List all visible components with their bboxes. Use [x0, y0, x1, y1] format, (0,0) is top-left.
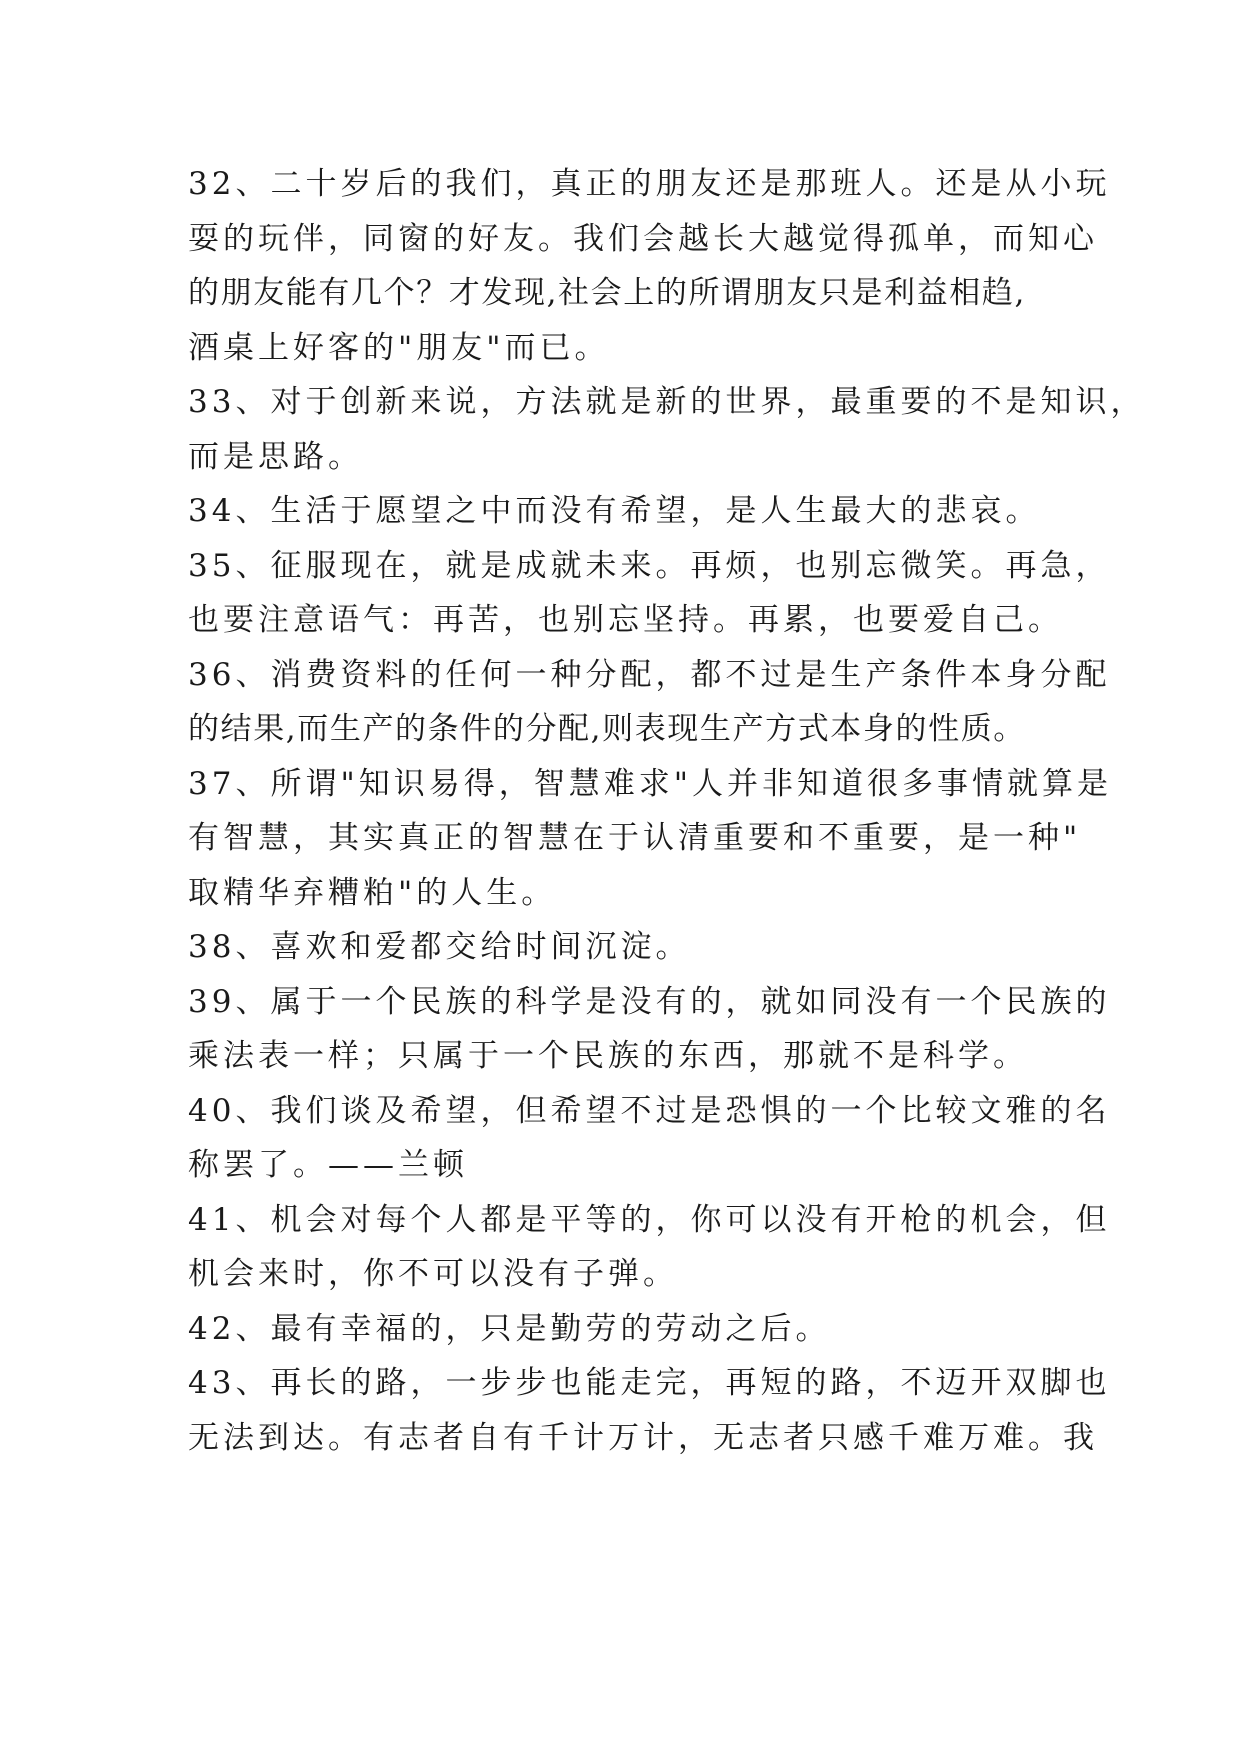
text-line-7: 34、生活于愿望之中而没有希望，是人生最大的悲哀。 [188, 493, 1041, 529]
text-line-23: 43、再长的路，一步步也能走完，再短的路，不迈开双脚也 [188, 1365, 1111, 1401]
text-line-21: 机会来时，你不可以没有子弹。 [188, 1256, 678, 1292]
text-line-6: 而是思路。 [188, 438, 363, 475]
quote-text-block [188, 160, 1146, 1468]
text-line-13: 有智慧，其实真正的智慧在于认清重要和不重要，是一种" [188, 820, 1082, 856]
text-line-22: 42、最有幸福的，只是勤劳的劳动之后。 [188, 1310, 831, 1347]
text-line-16: 39、属于一个民族的科学是没有的，就如同没有一个民族的 [188, 983, 1111, 1020]
text-line-18: 40、我们谈及希望，但希望不过是恐惧的一个比较文雅的名 [188, 1092, 1111, 1129]
text-line-15: 38、喜欢和爱都交给时间沉淀。 [188, 929, 691, 965]
text-line-2: 耍的玩伴，同窗的好友。我们会越长大越觉得孤单，而知心 [188, 220, 1098, 257]
text-line-24: 无法到达。有志者自有千计万计，无志者只感千难万难。我 [188, 1419, 1098, 1456]
text-line-17: 乘法表一样；只属于一个民族的东西，那就不是科学。 [188, 1038, 1028, 1074]
text-line-20: 41、机会对每个人都是平等的，你可以没有开枪的机会，但 [188, 1201, 1111, 1238]
text-line-14: 取精华弃糟粕"的人生。 [188, 874, 557, 911]
text-line-8: 35、征服现在，就是成就未来。再烦，也别忘微笑。再急， [188, 547, 1111, 584]
text-line-19: 称罢了。——兰顿 [188, 1147, 468, 1183]
text-line-1: 32、二十岁后的我们，真正的朋友还是那班人。还是从小玩 [188, 166, 1111, 202]
text-line-11: 的结果,而生产的条件的分配,则表现生产方式本身的性质。 [188, 711, 1026, 747]
text-line-9: 也要注意语气：再苦，也别忘坚持。再累，也要爱自己。 [188, 602, 1063, 638]
text-line-5: 33、对于创新来说，方法就是新的世界，最重要的不是知识， [188, 384, 1146, 420]
text-line-4: 酒桌上好客的"朋友"而已。 [188, 329, 610, 366]
text-line-10: 36、消费资料的任何一种分配，都不过是生产条件本身分配 [188, 656, 1111, 693]
text-line-3: 的朋友能有几个？才发现,社会上的所谓朋友只是利益相趋, [188, 275, 1026, 311]
text-line-12: 37、所谓"知识易得，智慧难求"人并非知道很多事情就算是 [188, 765, 1112, 802]
